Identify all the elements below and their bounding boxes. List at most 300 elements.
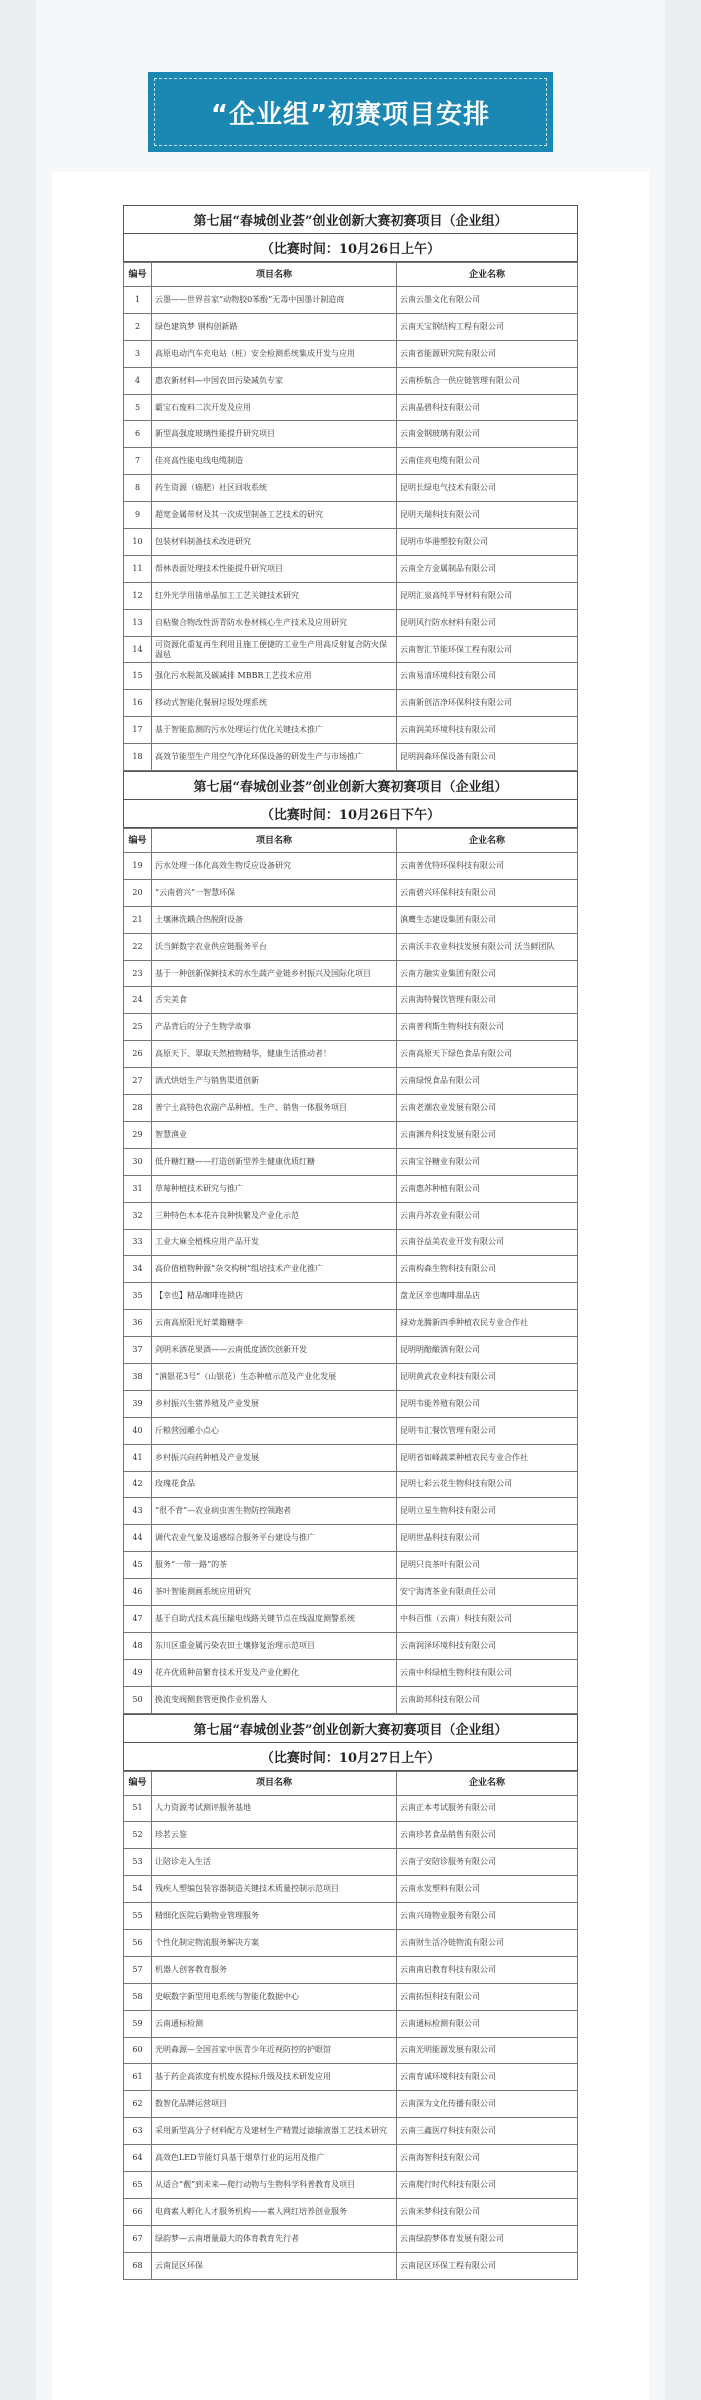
cell-company: 云南助邦科技有限公司 [397,1686,578,1713]
cell-project: 普宁土高特色农副产品种植、生产、销售一体服务项目 [152,1095,397,1122]
table-row [124,2172,578,2199]
cell-project: 玫瑰花食品 [152,1471,397,1498]
section-time: （比赛时间：10月26日下午） [123,799,578,828]
cell-company: 昆明天瑞科技有限公司 [397,502,578,529]
cell-company: 云南高原天下绿色食品有限公司 [397,1041,578,1068]
cell-company: 安宁海湾茶业有限责任公司 [397,1579,578,1606]
cell-project: 云南昆区环保 [152,2252,397,2279]
cell-project: “滇银花3号”（山银花）生态种植示范及产业化发展 [152,1363,397,1390]
cell-project: 基于自助式技术高压输电线路关键节点在线温度测警系统 [152,1605,397,1632]
table-header-row [124,829,578,853]
cell-company: 昆明韦汇餐饮管理有限公司 [397,1417,578,1444]
cell-num: 43 [124,1498,152,1525]
table-row [124,1337,578,1364]
table-row [124,287,578,314]
cell-project: 茶叶智能测画系统应用研究 [152,1579,397,1606]
table-row [124,421,578,448]
table-row [124,1525,578,1552]
header-company: 企业名称 [397,829,578,853]
header-project: 项目名称 [152,1771,397,1795]
cell-num: 52 [124,1822,152,1849]
cell-company: 盘龙区幸也咖啡甜品店 [397,1283,578,1310]
cell-num: 7 [124,448,152,475]
cell-num: 4 [124,367,152,394]
cell-num: 29 [124,1121,152,1148]
cell-num: 6 [124,421,152,448]
table-row [124,1229,578,1256]
cell-company: 云南新创洁净环保科技有限公司 [397,690,578,717]
table-row [124,1903,578,1930]
table-row [124,1849,578,1876]
header-company: 企业名称 [397,263,578,287]
cell-project: 产品背后的分子生物学故事 [152,1014,397,1041]
cell-num: 54 [124,1876,152,1903]
cell-num: 49 [124,1659,152,1686]
table-row [124,1498,578,1525]
cell-company: 云南兴琦物业服务有限公司 [397,1903,578,1930]
cell-num: 41 [124,1444,152,1471]
cell-num: 38 [124,1363,152,1390]
cell-project: 基于药企高浓度有机废水提标升级及技术研发应用 [152,2064,397,2091]
cell-project: 污水处理一体化高效生物反应设备研究 [152,853,397,880]
cell-num: 46 [124,1579,152,1606]
table-row [124,2037,578,2064]
cell-company: 中科百惟（云南）科技有限公司 [397,1605,578,1632]
cell-num: 23 [124,960,152,987]
cell-num: 53 [124,1849,152,1876]
table-row [124,582,578,609]
cell-project: 乡村振兴生猪养殖及产业发展 [152,1390,397,1417]
schedule-table [123,1771,578,2280]
table-row [124,1121,578,1148]
cell-num: 48 [124,1632,152,1659]
table-row [124,1310,578,1337]
cell-company: 云南润美环境科技有限公司 [397,717,578,744]
table-row [124,663,578,690]
cell-company: 云南全方金属制品有限公司 [397,555,578,582]
cell-company: 昆明明醅酿酒有限公司 [397,1337,578,1364]
cell-project: 药生资源（癌肥）社区回收系统 [152,475,397,502]
cell-company: 滇鹰生态建设集团有限公司 [397,906,578,933]
table-row [124,2252,578,2279]
cell-num: 10 [124,529,152,556]
cell-num: 27 [124,1068,152,1095]
cell-project: 剑明米酒花果酒——云南低度酒饮创新开发 [152,1337,397,1364]
cell-project: 电商素人孵化人才服务机构——素人网红培养创业服务 [152,2198,397,2225]
cell-company: 云南育诚环境科技有限公司 [397,2064,578,2091]
cell-company: 昆明长绿电气技术有限公司 [397,475,578,502]
cell-company: 昆明七彩云花生物科技有限公司 [397,1471,578,1498]
cell-company: 云南云墨文化有限公司 [397,287,578,314]
table-row [124,1202,578,1229]
cell-company: 云南普利斯生物科技有限公司 [397,1014,578,1041]
table-row [124,690,578,717]
schedule-section [123,205,578,771]
cell-num: 15 [124,663,152,690]
cell-num: 36 [124,1310,152,1337]
table-row [124,367,578,394]
cell-project: 佳亮高性能电线电缆制造 [152,448,397,475]
cell-company: 昆明黄武农业科技有限公司 [397,1363,578,1390]
cell-company: 云南省能源研究院有限公司 [397,340,578,367]
cell-project: 从适合“靓”到未来—爬行动物与生物科学科普教育及项目 [152,2172,397,2199]
cell-num: 1 [124,287,152,314]
cell-num: 34 [124,1256,152,1283]
cell-company: 云南光明能源发展有限公司 [397,2037,578,2064]
cell-num: 39 [124,1390,152,1417]
table-row [124,1956,578,1983]
cell-num: 56 [124,1929,152,1956]
cell-num: 63 [124,2118,152,2145]
cell-project: 【幸也】精品咖啡连锁店 [152,1283,397,1310]
cell-company: 云南佳亮电缆有限公司 [397,448,578,475]
cell-project: 超宽金属带材及其一次成型制备工艺技术的研究 [152,502,397,529]
table-row [124,1471,578,1498]
cell-company: 云南通标检测有限公司 [397,2010,578,2037]
cell-project: 舌尖美食 [152,987,397,1014]
cell-project: 惠农新材料—中国农田污染减负专家 [152,367,397,394]
cell-company: 云南金钢玻璃有限公司 [397,421,578,448]
table-header-row [124,1771,578,1795]
cell-num: 17 [124,717,152,744]
table-row [124,1283,578,1310]
table-row [124,1795,578,1822]
cell-company: 云南南启教育科技有限公司 [397,1956,578,1983]
table-row [124,2091,578,2118]
cell-num: 57 [124,1956,152,1983]
cell-num: 51 [124,1795,152,1822]
header-num: 编号 [124,829,152,853]
cell-project: 云南高原阳光好菜籍糖李 [152,1310,397,1337]
cell-num: 24 [124,987,152,1014]
cell-company: 云南丹苏农业有限公司 [397,1202,578,1229]
cell-num: 42 [124,1471,152,1498]
cell-num: 62 [124,2091,152,2118]
cell-company: 云南中科绿植生物科技有限公司 [397,1659,578,1686]
cell-num: 14 [124,636,152,663]
banner-border [154,78,547,146]
cell-project: 花卉优质种苗繁育技术开发及产业化孵化 [152,1659,397,1686]
table-row [124,1822,578,1849]
cell-company: 云南正本考试服务有限公司 [397,1795,578,1822]
cell-company: 云南渊舟科技发展有限公司 [397,1121,578,1148]
cell-company: 云南构森生物科技有限公司 [397,1256,578,1283]
section-title: 第七届“春城创业荟”创业创新大赛初赛项目（企业组） [123,205,578,233]
cell-company: 云南易清环境科技有限公司 [397,663,578,690]
cell-project: 土壤淋洗耦合热脱附设备 [152,906,397,933]
cell-company: 云南深为文化传播有限公司 [397,2091,578,2118]
table-row [124,1983,578,2010]
table-row [124,987,578,1014]
cell-project: 酒式烘焙生产与销售渠道创新 [152,1068,397,1095]
table-row [124,448,578,475]
cell-company: 云南方融实业集团有限公司 [397,960,578,987]
table-row [124,717,578,744]
cell-num: 55 [124,1903,152,1930]
table-row [124,1175,578,1202]
table-row [124,1068,578,1095]
cell-company: 云南子安陪诊服务有限公司 [397,1849,578,1876]
cell-company: 昆明韦能养殖有限公司 [397,1390,578,1417]
cell-company: 云南永发塑料有限公司 [397,1876,578,1903]
cell-num: 2 [124,313,152,340]
cell-company: 云南碧兴环保科技有限公司 [397,879,578,906]
table-row [124,1444,578,1471]
table-header-row [124,263,578,287]
cell-project: 低升糖红糖——打造创新型养生健康优质红糖 [152,1148,397,1175]
cell-project: 绿韵梦—云南增量最大的体育教育先行者 [152,2225,397,2252]
header-company: 企业名称 [397,1771,578,1795]
cell-num: 37 [124,1337,152,1364]
cell-num: 44 [124,1525,152,1552]
table-row [124,1014,578,1041]
table-row [124,906,578,933]
cell-company: 昆明市华港塑胶有限公司 [397,529,578,556]
cell-company: 昆明只良茶叶有限公司 [397,1552,578,1579]
cell-company: 禄劝龙腾新四季种植农民专业合作社 [397,1310,578,1337]
cell-num: 60 [124,2037,152,2064]
table-row [124,555,578,582]
cell-num: 65 [124,2172,152,2199]
cell-project: 绿色建筑梦 钢构创新路 [152,313,397,340]
section-time: （比赛时间：10月26日上午） [123,233,578,262]
cell-project: 史岷数字新型用电系统与智能化数据中心 [152,1983,397,2010]
cell-num: 19 [124,853,152,880]
cell-num: 35 [124,1283,152,1310]
cell-company: 云南沃丰农业科技发展有限公司 沃当鲜团队 [397,933,578,960]
cell-company: 云南财生活冷链物流有限公司 [397,1929,578,1956]
cell-project: 基于一种创新保鲜技术的水生蔬产业链乡村振兴及国际化项目 [152,960,397,987]
cell-num: 58 [124,1983,152,2010]
cell-company: 云南宝谷糖业有限公司 [397,1148,578,1175]
table-row [124,529,578,556]
cell-project: 三种特色木本花卉良种快繁及产业化示范 [152,1202,397,1229]
cell-project: 高效色LED节能灯具基于烟草行业的运用及推广 [152,2145,397,2172]
banner [148,72,553,152]
cell-num: 61 [124,2064,152,2091]
cell-project: 数智化品牌运营项目 [152,2091,397,2118]
cell-project: 光明森源—全国首家中医青少年近视防控的护眼馆 [152,2037,397,2064]
cell-project: 草莓种植技术研究与推广 [152,1175,397,1202]
banner-title: “企业组”初赛项目安排 [210,99,491,130]
table-row [124,2064,578,2091]
cell-company: 昆明汇泉高纯半导材料有限公司 [397,582,578,609]
cell-num: 68 [124,2252,152,2279]
cell-company: 云南海智科技有限公司 [397,2145,578,2172]
cell-num: 18 [124,744,152,771]
cell-company: 云南老潮农业发展有限公司 [397,1095,578,1122]
table-row [124,1876,578,1903]
table-row [124,1417,578,1444]
cell-num: 21 [124,906,152,933]
cell-company: 昆明省如峰蔬菜种植农民专业合作社 [397,1444,578,1471]
table-row [124,1256,578,1283]
cell-project: 红外光学用锗单晶加工工艺关键技术研究 [152,582,397,609]
cell-num: 67 [124,2225,152,2252]
cell-project: 移动式智能化餐厨垃圾处理系统 [152,690,397,717]
cell-company: 云南珍茗食品销售有限公司 [397,1822,578,1849]
cell-num: 30 [124,1148,152,1175]
table-row [124,1659,578,1686]
table-row [124,2010,578,2037]
cell-project: 采用新型高分子材料配方及建材生产精置过滤输液器工艺技术研究 [152,2118,397,2145]
cell-company: 昆明立星生物科技有限公司 [397,1498,578,1525]
cell-num: 45 [124,1552,152,1579]
cell-num: 32 [124,1202,152,1229]
table-row [124,879,578,906]
cell-company: 昆明润森环保设备有限公司 [397,744,578,771]
cell-project: 服务“一带一路”的茶 [152,1552,397,1579]
table-row [124,853,578,880]
cell-project: 高价值植物种源“杂交构树”组培技术产业化推广 [152,1256,397,1283]
cell-project: “很不背”—农业病虫害生物防控领跑者 [152,1498,397,1525]
cell-project: 高原天下、翠取天然植物精华，健康生活推动者！ [152,1041,397,1068]
cell-project: 乡村振兴向药种植及产业发展 [152,1444,397,1471]
cell-num: 12 [124,582,152,609]
cell-project: 高效节能型生产用空气净化环保设备的研发生产与市场推广 [152,744,397,771]
table-row [124,1095,578,1122]
cell-num: 33 [124,1229,152,1256]
cell-company: 云南绿悦食品有限公司 [397,1068,578,1095]
cell-project: 沃当鲜数字农业供应链服务平台 [152,933,397,960]
cell-company: 云南海特餐饮管理有限公司 [397,987,578,1014]
cell-company: 昆明风行防水材料有限公司 [397,609,578,636]
cell-num: 50 [124,1686,152,1713]
table-row [124,313,578,340]
cell-company: 云南拓恒科技有限公司 [397,1983,578,2010]
cell-project: 基于智能监测的污水处理运行优化关键技术推广 [152,717,397,744]
table-row [124,636,578,663]
cell-num: 28 [124,1095,152,1122]
section-title: 第七届“春城创业荟”创业创新大赛初赛项目（企业组） [123,771,578,799]
cell-project: 强化污水脱氮及碳减排 MBBR工艺技术应用 [152,663,397,690]
cell-company: 云南晶碧科技有限公司 [397,394,578,421]
cell-project: 云南通标检测 [152,2010,397,2037]
cell-project: 高原电动汽车充电站（桩）安全检测系统集成开发与应用 [152,340,397,367]
cell-project: 人力资源考试测评服务基地 [152,1795,397,1822]
cell-project: 机器人创客教育服务 [152,1956,397,1983]
cell-num: 47 [124,1605,152,1632]
cell-project: “云南碧兴”一智慧环保 [152,879,397,906]
table-row [124,1605,578,1632]
table-row [124,960,578,987]
cell-company: 云南三鑫医疗科技有限公司 [397,2118,578,2145]
cell-project: 精细化医院后勤物业管理服务 [152,1903,397,1930]
table-row [124,609,578,636]
cell-project: 包装材料制备技术改进研究 [152,529,397,556]
table-row [124,2145,578,2172]
cell-num: 9 [124,502,152,529]
table-row [124,394,578,421]
table-row [124,1686,578,1713]
table-row [124,744,578,771]
table-row [124,1579,578,1606]
cell-project: 调代农业气象及遥感综合服务平台建设与推广 [152,1525,397,1552]
cell-company: 云南润泽环境科技有限公司 [397,1632,578,1659]
cell-num: 16 [124,690,152,717]
cell-project: 云墨——世界首家“动物胶0苯酚”无毒中国墨计制造商 [152,287,397,314]
cell-num: 59 [124,2010,152,2037]
table-row [124,2118,578,2145]
section-time: （比赛时间：10月27日上午） [123,1742,578,1771]
cell-num: 5 [124,394,152,421]
cell-company: 昆明世晶科技有限公司 [397,1525,578,1552]
cell-project: 斤粮营园雕小点心 [152,1417,397,1444]
cell-company: 云南米梦科技有限公司 [397,2198,578,2225]
cell-num: 31 [124,1175,152,1202]
table-row [124,1363,578,1390]
schedule-section [123,771,578,1714]
cell-project: 珍茗云鉴 [152,1822,397,1849]
cell-project: 工业大麻全植株应用产品开发 [152,1229,397,1256]
table-row [124,1041,578,1068]
cell-company: 云南绿韵梦体育发展有限公司 [397,2225,578,2252]
schedule-table [123,828,578,1714]
table-row [124,340,578,367]
cell-project: 帮林表面处理技术性能提升研究项目 [152,555,397,582]
cell-num: 13 [124,609,152,636]
cell-project: 东川区重金属污染农田土壤修复治理示范项目 [152,1632,397,1659]
table-row [124,475,578,502]
cell-num: 11 [124,555,152,582]
schedule-document [123,205,578,2280]
cell-company: 云南天宝钢结构工程有限公司 [397,313,578,340]
cell-company: 云南昆区环保工程有限公司 [397,2252,578,2279]
cell-num: 66 [124,2198,152,2225]
cell-num: 25 [124,1014,152,1041]
cell-project: 智慧渔业 [152,1121,397,1148]
cell-num: 22 [124,933,152,960]
cell-num: 64 [124,2145,152,2172]
cell-project: 霸宝石废料二次开发及应用 [152,394,397,421]
header-num: 编号 [124,263,152,287]
section-title: 第七届“春城创业荟”创业创新大赛初赛项目（企业组） [123,1714,578,1742]
schedule-section [123,1714,578,2280]
cell-company: 云南普优特环保科技有限公司 [397,853,578,880]
cell-num: 40 [124,1417,152,1444]
table-row [124,2198,578,2225]
cell-company: 云南桥航合一供应链管理有限公司 [397,367,578,394]
cell-project: 换流变阀侧套管更换作业机器人 [152,1686,397,1713]
table-row [124,1148,578,1175]
table-row [124,1632,578,1659]
cell-project: 残疾人塑编包装容器制造关键技术质量控制示范项目 [152,1876,397,1903]
cell-num: 8 [124,475,152,502]
cell-company: 云南谷益美农业开发有限公司 [397,1229,578,1256]
cell-num: 3 [124,340,152,367]
cell-project: 可资源化重复再生利用且施工便捷的工业生产用高反射复合防火保温毡 [152,636,397,663]
cell-project: 自粘聚合物改性沥青防水卷材核心生产技术及应用研究 [152,609,397,636]
cell-project: 个性化制定物流服务解决方案 [152,1929,397,1956]
cell-project: 让陪诊走入生活 [152,1849,397,1876]
cell-num: 20 [124,879,152,906]
table-row [124,1929,578,1956]
cell-num: 26 [124,1041,152,1068]
cell-company: 云南惠苏种植有限公司 [397,1175,578,1202]
header-project: 项目名称 [152,263,397,287]
table-row [124,502,578,529]
schedule-table [123,262,578,771]
table-row [124,1390,578,1417]
header-num: 编号 [124,1771,152,1795]
table-row [124,1552,578,1579]
table-row [124,933,578,960]
header-project: 项目名称 [152,829,397,853]
table-row [124,2225,578,2252]
cell-company: 云南智汇节能环保工程有限公司 [397,636,578,663]
cell-project: 新型高强度玻璃性能提升研究项目 [152,421,397,448]
cell-company: 云南爬行时代科技有限公司 [397,2172,578,2199]
